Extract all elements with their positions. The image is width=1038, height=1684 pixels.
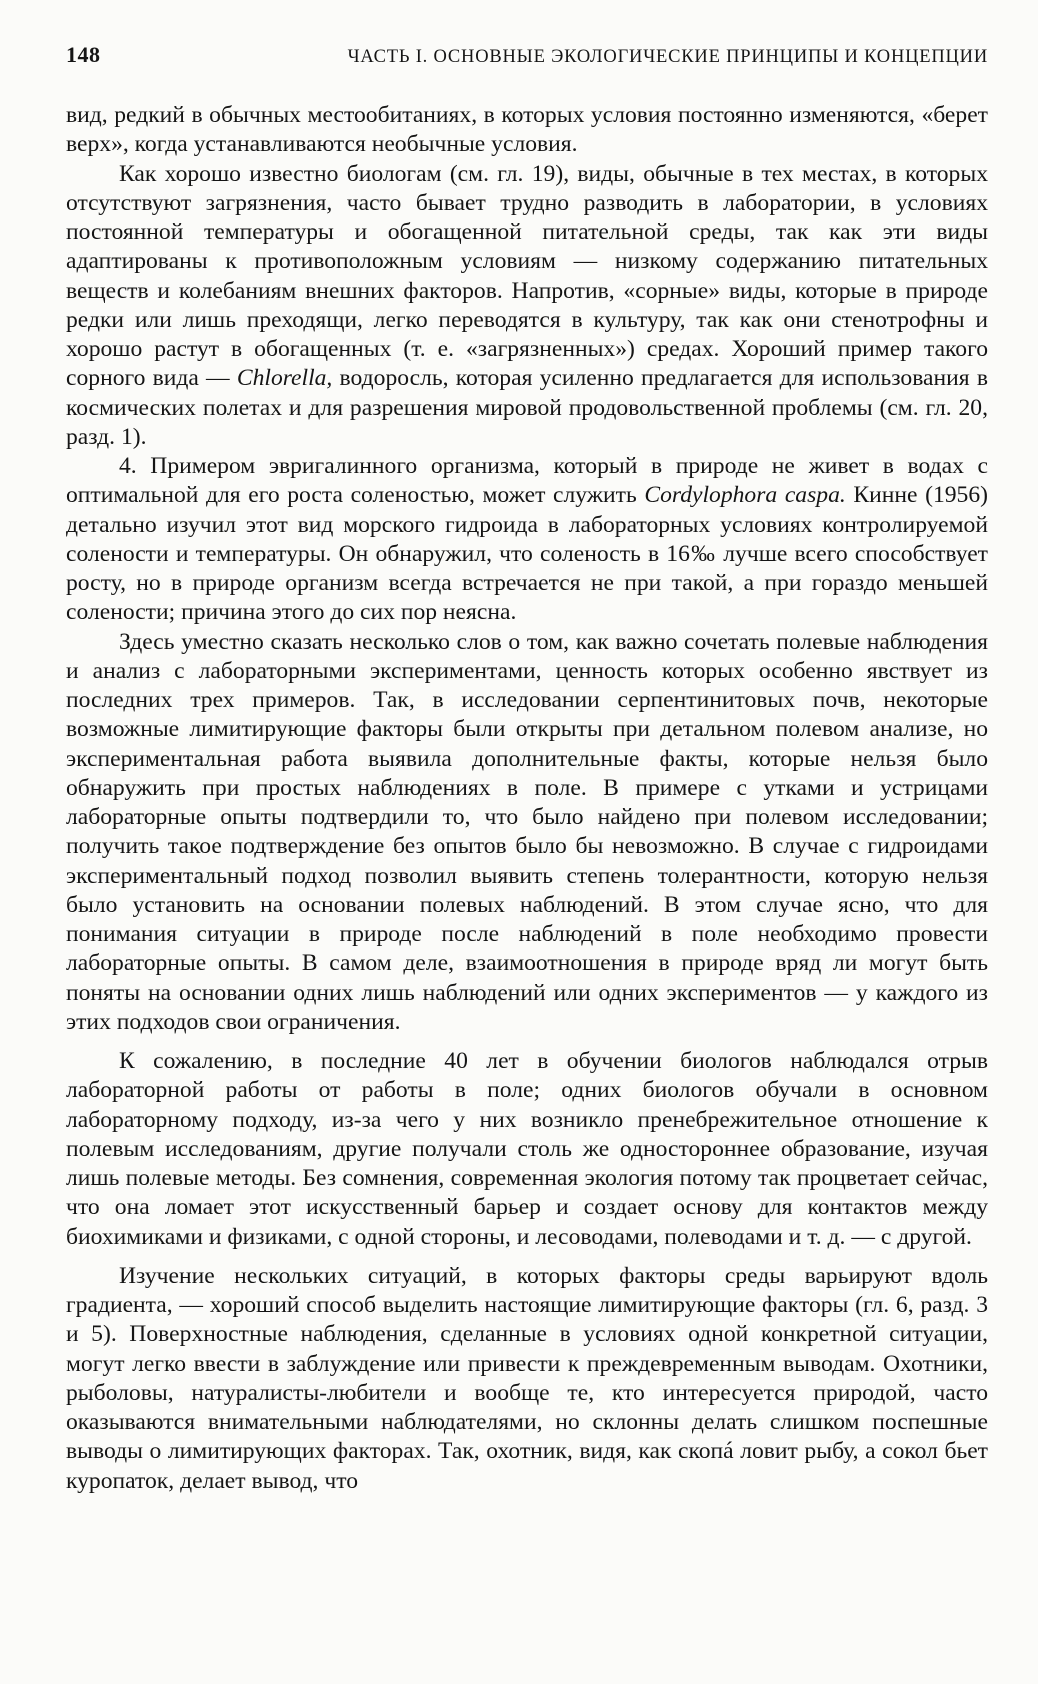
paragraph-field-and-lab xyxy=(66,628,988,1038)
paragraph-gradient xyxy=(66,1262,988,1496)
paragraph-education xyxy=(66,1047,988,1252)
paragraph-text: водоросль, которая усиленно предлагается для использования в космических полетах и для разрешения мировой продовольственной проблемы (см. гл. 20, разд. 1). xyxy=(66,365,988,450)
paragraph-text: Здесь уместно сказать несколько слов о том, как важно сочетать полевые наблюдения и анализ с лабораторными экспериментами, ценность которых особенно явствует из последних трех примеров. Так, в исследовании серпентинитовых почв, некоторые возможные лимитирующие факторы были открыты при детальном полевом анализе, но экспериментальная работа выявила дополнительные факты, которые нельзя было обнаружить при простых наблюдениях в поле. В примере с утками и устрицами лабораторные опыты подтвердили то, что было найдено при полевом исследовании; получить такое подтверждение без опытов было бы невозможно. В случае с гидроидами экспериментальный подход позволил выявить степень толерантности, которую нельзя было установить на основании полевых наблюдений. В этом случае ясно, что для понимания ситуации в природе после наблюдений в поле необходимо провести лабораторные опыты. В самом деле, взаимоотношения в природе вряд ли могут быть поняты на основании одних лишь наблюдений или одних экспериментов — у каждого из этих подходов свои ограничения. xyxy=(66,628,988,1035)
species-name-cordylophora: Cordylophora caspa. xyxy=(644,482,846,509)
running-head xyxy=(66,42,988,78)
paragraph-text: Как хорошо известно биологам (см. гл. 19), виды, обычные в тех местах, в которых отсутствуют загрязнения, часто бывает трудно разводить в лаборатории, в условиях постоянной температуры и обогащенной питательной среды, так как эти виды адаптированы к противоположным условиям — низкому содержанию питательных веществ и колебаниям внешних факторов. Напротив, «сорные» виды, которые в природе редки или лишь преходящи, легко переводятся в культуру, так как они стенотрофны и хорошо растут в обогащенных (т. е. «загрязненных») средах. Хороший пример такого сорного вида — xyxy=(66,160,988,392)
paragraph-text: Кинне (1956) детально изучил этот вид морского гидроида в лабораторных условиях контролируемой солености и температуры. Он обнаружил, что соленость в 16‰ лучше всего способствует росту, но в природе организм всегда встречается не при такой, а при гораздо меньшей солености; причина этого до сих пор неясна. xyxy=(66,482,989,626)
paragraph-text: К сожалению, в последние 40 лет в обучении биологов наблюдался отрыв лабораторной работы от работы в поле; одних биологов обучали в основном лабораторному подходу, из-за чего у них возникло пренебрежительное отношение к полевым исследованиям, другие получали столь же одностороннее образование, изучая лишь полевые методы. Без сомнения, современная экология потому так процветает сейчас, что она ломает этот искусственный барьер и создает основу для контактов между биохимиками и физиками, с одной стороны, и лесоводами, полеводами и т. д. — с другой. xyxy=(66,1048,988,1250)
paragraph-continuation xyxy=(66,101,988,160)
paragraph-text: вид, редкий в обычных местообитаниях, в которых условия постоянно изменяются, «берет верх», когда устанавливаются необычные условия. xyxy=(66,102,988,158)
paragraph-text: Изучение нескольких ситуаций, в которых факторы среды варьируют вдоль градиента, — хороший способ выделить настоящие лимитирующие факторы (гл. 6, разд. 3 и 5). Поверхностные наблюдения, сделанные в условиях одной конкретной ситуации, могут легко ввести в заблуждение или привести к преждевременным выводам. Охотники, рыболовы, натуралисты-любители и вообще те, кто интересуется природой, часто оказываются внимательными наблюдателями, но склонны делать слишком поспешные выводы о лимитирующих факторах. Так, охотник, видя, как скопá ловит рыбу, а сокол бьет куропаток, делает вывод, что xyxy=(66,1262,988,1494)
paragraph-cordylophora xyxy=(66,452,988,628)
body-text xyxy=(66,101,988,1496)
paragraph-text: 4. Примером эвригалинного организма, который в природе не живет в водах с оптимальной для его роста соленостью, может служить xyxy=(66,453,988,509)
running-title: ЧАСТЬ I. ОСНОВНЫЕ ЭКОЛОГИЧЕСКИЕ ПРИНЦИПЫ И КОНЦЕПЦИИ xyxy=(347,47,988,67)
page-number: 148 xyxy=(66,42,101,67)
species-name-chlorella: Chlorella, xyxy=(236,365,333,392)
paragraph-chlorella xyxy=(66,160,988,453)
